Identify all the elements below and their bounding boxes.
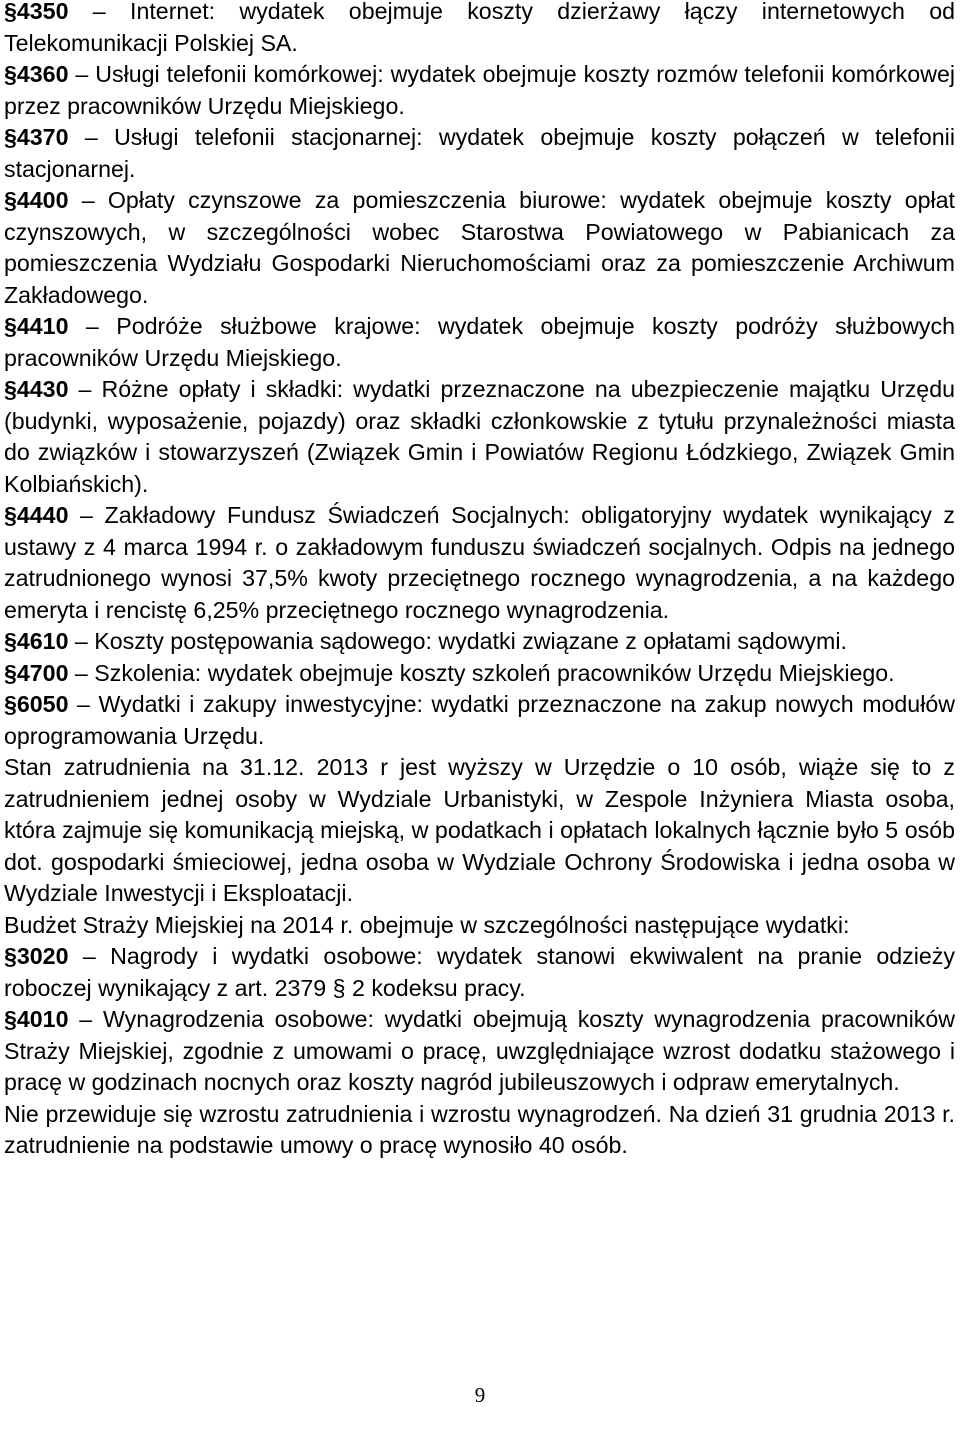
paragraph-text: – Internet: wydatek obejmuje koszty dzierżawy łączy internetowych od Telekomunikacji Polskiej SA. <box>4 0 955 56</box>
paragraph-3020 <box>4 941 955 1004</box>
paragraph-text: – Zakładowy Fundusz Świadczeń Socjalnych: obligatoryjny wydatek wynikający z ustawy z 4 marca 1994 r. o zakładowym funduszu świadczeń socjalnych. Odpis na jednego zatrudnionego wynosi 37,5% kwoty przeciętnego rocznego wynagrodzenia, a na każdego emeryta i rencistę 6,25% przeciętnego rocznego wynagrodzenia. <box>4 502 955 623</box>
paragraph-4410 <box>4 311 955 374</box>
paragraph-4400 <box>4 185 955 311</box>
paragraph-code: §4610 <box>4 628 69 654</box>
paragraph-text: – Nagrody i wydatki osobowe: wydatek stanowi ekwiwalent na pranie odzieży roboczej wynikający z art. 2379 § 2 kodeksu pracy. <box>4 943 955 1001</box>
paragraph-4350 <box>4 0 955 59</box>
paragraph-text: – Szkolenia: wydatek obejmuje koszty szkoleń pracowników Urzędu Miejskiego. <box>68 659 895 686</box>
paragraph-text: – Podróże służbowe krajowe: wydatek obejmuje koszty podróży służbowych pracowników Urzędu Miejskiego. <box>4 313 955 371</box>
paragraph-code: §4700 <box>4 659 69 686</box>
paragraph-4370 <box>4 122 955 185</box>
paragraph-code: §4410 <box>4 313 69 339</box>
paragraph-text: – Usługi telefonii stacjonarnej: wydatek obejmuje koszty połączeń w telefonii stacjonarnej. <box>4 124 955 182</box>
paragraph-4440 <box>4 500 955 626</box>
paragraph-text: – Wynagrodzenia osobowe: wydatki obejmują koszty wynagrodzenia pracowników Straży Miejskiej, zgodnie z umowami o pracę, uwzględniające wzrost dodatku stażowego i pracę w godzinach nocnych oraz koszty nagród jubileuszowych i odpraw emerytalnych. <box>4 1006 955 1095</box>
paragraph-employment-status <box>4 752 955 910</box>
paragraph-text: Stan zatrudnienia na 31.12. 2013 r jest wyższy w Urzędzie o 10 osób, wiąże się to z zatrudnieniem jednej osoby w Wydziale Urbanistyki, w Zespole Inżyniera Miasta osoba, która zajmuje się komunikacją miejską, w podatkach i opłatach lokalnych łącznie było 5 osób dot. gospodarki śmieciowej, jedna osoba w Wydziale Ochrony Środowiska i jedna osoba w Wydziale Inwestycji i Eksploatacji. <box>4 754 955 906</box>
paragraph-text: Nie przewiduje się wzrostu zatrudnienia i wzrostu wynagrodzeń. Na dzień 31 grudnia 2013 r. zatrudnienie na podstawie umowy o pracę wynosiło 40 osób. <box>4 1100 955 1158</box>
paragraph-text: – Koszty postępowania sądowego: wydatki związane z opłatami sądowymi. <box>68 628 847 654</box>
paragraph-code: §4010 <box>4 1006 69 1032</box>
paragraph-code: §4360 <box>4 61 69 87</box>
paragraph-code: §3020 <box>4 943 69 969</box>
document-body <box>4 0 955 1162</box>
paragraph-code: §4350 <box>4 0 69 24</box>
paragraph-text: – Różne opłaty i składki: wydatki przeznaczone na ubezpieczenie majątku Urzędu (budynki, wyposażenie, pojazdy) oraz składki członkowskie z tytułu przynależności miasta do związków i stowarzyszeń (Związek Gmin i Powiatów Regionu Łódzkiego, Związek Gmin Kolbiańskich). <box>4 376 955 497</box>
paragraph-code: §4400 <box>4 187 69 213</box>
paragraph-4610 <box>4 626 955 658</box>
page-number: 9 <box>474 1383 486 1407</box>
paragraph-text: Budżet Straży Miejskiej na 2014 r. obejmuje w szczególności następujące wydatki: <box>4 911 850 938</box>
paragraph-4360 <box>4 59 955 122</box>
paragraph-6050 <box>4 689 955 752</box>
paragraph-text: – Usługi telefonii komórkowej: wydatek obejmuje koszty rozmów telefonii komórkowej przez pracowników Urzędu Miejskiego. <box>4 61 955 119</box>
paragraph-4700 <box>4 658 955 690</box>
paragraph-code: §4430 <box>4 376 69 402</box>
paragraph-employment-forecast <box>4 1099 955 1162</box>
paragraph-city-guard-budget <box>4 910 955 942</box>
paragraph-4430 <box>4 374 955 500</box>
paragraph-text: – Opłaty czynszowe za pomieszczenia biurowe: wydatek obejmuje koszty opłat czynszowych, w szczególności wobec Starostwa Powiatowego w Pabianicach za pomieszczenia Wydziału Gospodarki Nieruchomościami oraz za pomieszczenie Archiwum Zakładowego. <box>4 187 955 308</box>
paragraph-code: §4370 <box>4 124 69 150</box>
paragraph-text: – Wydatki i zakupy inwestycyjne: wydatki przeznaczone na zakup nowych modułów oprogramowania Urzędu. <box>4 691 955 749</box>
paragraph-code: §4440 <box>4 502 69 528</box>
paragraph-code: §6050 <box>4 691 69 717</box>
paragraph-4010 <box>4 1004 955 1099</box>
